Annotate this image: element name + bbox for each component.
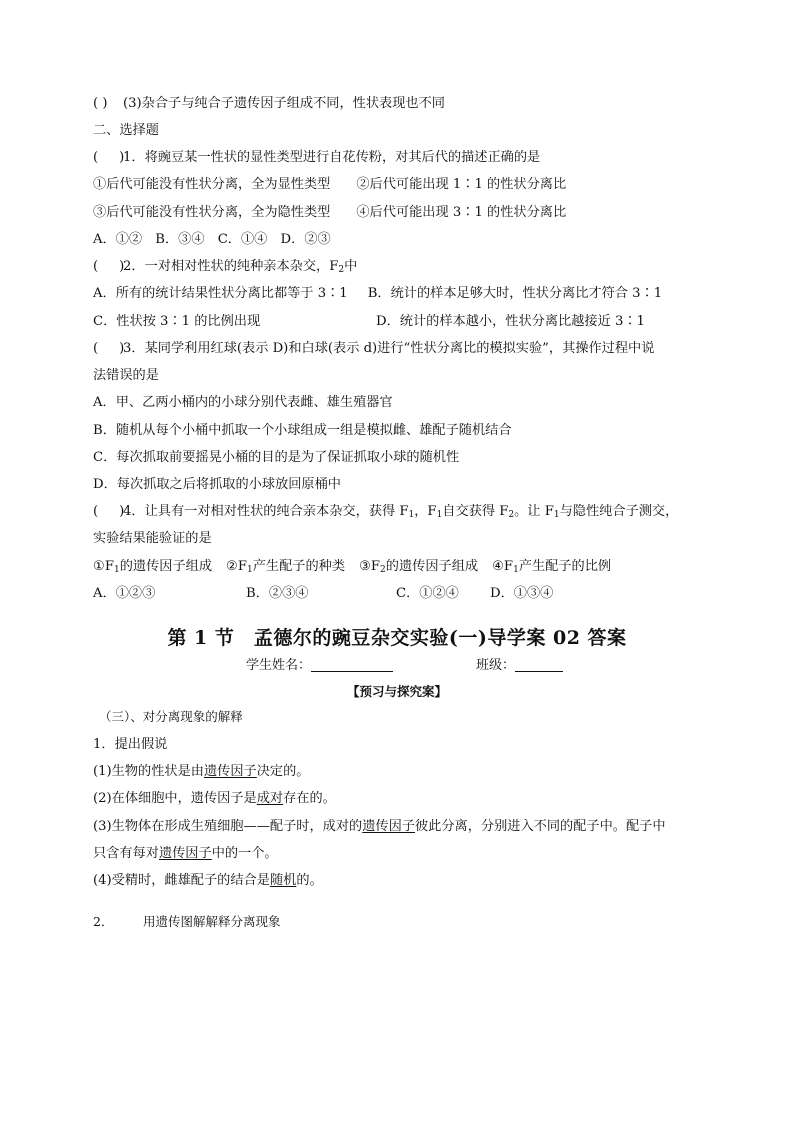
question-3-stem-cont: 法错误的是 bbox=[93, 368, 159, 383]
class-blank[interactable] bbox=[515, 657, 563, 672]
statement-4: ④后代可能出现 3∶1 的性状分离比 bbox=[356, 205, 567, 220]
answer-paren: ( ) bbox=[93, 150, 125, 165]
question-4-stem bbox=[93, 503, 678, 521]
question-4-stem-cont: 实验结果能验证的是 bbox=[93, 531, 212, 546]
answer-paren: ( ) bbox=[93, 341, 125, 356]
answer-underlined: 遗传因子 bbox=[158, 846, 212, 861]
question-4-statements bbox=[93, 558, 611, 576]
answer-paren: ( ) bbox=[93, 259, 125, 274]
question-3-option-b: B．随机从每个小桶中抓取一个小球组成一组是模拟雌、雄配子随机结合 bbox=[93, 423, 512, 438]
item-number: 2． bbox=[93, 914, 114, 929]
question-3-option-c: C．每次抓取前要摇晃小桶的目的是为了保证抓取小球的随机性 bbox=[93, 450, 460, 465]
statement-3: $③F_2$的遗传因子组成 bbox=[359, 559, 479, 575]
option-c: C．①②④ bbox=[396, 586, 459, 601]
hypothesis-4: (4)受精时，雌雄配子的结合是随机的。 bbox=[93, 873, 323, 888]
answer-paren: ( ) bbox=[93, 96, 108, 111]
question-text: ，F bbox=[414, 504, 437, 519]
subscript: 1 bbox=[553, 510, 560, 520]
question-4-options bbox=[93, 585, 553, 603]
question-2-options-row2 bbox=[93, 313, 645, 331]
question-text: 与隐性纯合子测交， bbox=[559, 504, 679, 519]
class-label: 班级： bbox=[476, 658, 516, 673]
answer-paren: ( ) bbox=[93, 504, 125, 519]
option-c: C．性状按 3∶1 的比例出现 bbox=[93, 314, 261, 329]
question-1-stem bbox=[93, 149, 540, 167]
statement-2: $②F_1$产生配子的种类 bbox=[226, 559, 346, 575]
hypothesis-3: (3)生物体在形成生殖细胞——配子时，成对的遗传因子彼此分离，分别进入不同的配子中。配子中 bbox=[93, 819, 666, 834]
student-name-blank[interactable] bbox=[311, 657, 393, 672]
section-heading-choice: 二、选择题 bbox=[93, 123, 159, 138]
question-2-stem bbox=[93, 258, 357, 276]
answer-underlined: 遗传因子 bbox=[204, 764, 257, 779]
subscript: 2 bbox=[508, 510, 515, 520]
subscript: 1 bbox=[436, 510, 443, 520]
question-3-option-d: D．每次抓取之后将抓取的小球放回原桶中 bbox=[93, 477, 341, 492]
hypothesis-1: (1)生物的性状是由遗传因子决定的。 bbox=[93, 764, 310, 779]
question-1-options: A．①② B．③④ C．①④ D．②③ bbox=[93, 232, 331, 247]
judgement-text: (3)杂合子与纯合子遗传因子组成不同，性状表现也不同 bbox=[123, 96, 445, 111]
class-field bbox=[476, 654, 563, 673]
question-text: 2．一对相对性状的纯种亲本杂交，F bbox=[123, 259, 339, 274]
question-3-stem bbox=[93, 340, 654, 358]
hypothesis-2: (2)在体细胞中，遗传因子是成对存在的。 bbox=[93, 791, 336, 806]
question-text: 1．将豌豆某一性状的显性类型进行自花传粉，对其后代的描述正确的是 bbox=[123, 150, 541, 165]
question-text: 。让 F bbox=[514, 504, 554, 519]
part-3-heading: （三）、对分离现象的解释 bbox=[99, 709, 243, 724]
question-text: 3．某同学利用红球(表示 D)和白球(表示 d)进行“性状分离比的模拟实验”，其操作过程中说 bbox=[123, 341, 655, 356]
statement-1: ①后代可能没有性状分离，全为显性类型 bbox=[93, 177, 331, 192]
student-name-label: 学生姓名： bbox=[246, 658, 312, 673]
option-d: D．①③④ bbox=[490, 586, 554, 601]
student-name-field bbox=[246, 654, 393, 673]
answer-underlined: 随机 bbox=[269, 873, 297, 888]
answer-title: 第 1 节 孟德尔的豌豆杂交实验(一)导学案 02 答案 bbox=[167, 627, 627, 649]
question-2-options-row1 bbox=[93, 285, 662, 303]
option-a: A．所有的统计结果性状分离比都等于 3∶1 bbox=[93, 286, 348, 301]
item-2 bbox=[93, 913, 281, 931]
section-label: 【预习与探究案】 bbox=[346, 684, 447, 699]
question-3-option-a: A．甲、乙两小桶内的小球分别代表雌、雄生殖器官 bbox=[93, 395, 393, 410]
hypothesis-heading: 1．提出假说 bbox=[93, 737, 168, 752]
subscript: 1 bbox=[408, 510, 415, 520]
question-text: 4．让具有一对相对性状的纯合亲本杂交，获得 F bbox=[123, 504, 409, 519]
statement-2: ②后代可能出现 1∶1 的性状分离比 bbox=[356, 177, 567, 192]
statement-3: ③后代可能没有性状分离，全为隐性类型 bbox=[93, 205, 331, 220]
judgement-item-3 bbox=[93, 95, 445, 113]
subscript: 2 bbox=[338, 265, 345, 275]
question-text-end: 中 bbox=[344, 259, 358, 274]
question-text: 自交获得 F bbox=[442, 504, 509, 519]
answer-underlined: 遗传因子 bbox=[362, 819, 415, 834]
question-1-statements-row2 bbox=[93, 204, 566, 222]
item-text: 用遗传图解解释分离现象 bbox=[143, 914, 281, 929]
statement-4: $④F_1$产生配子的比例 bbox=[492, 559, 612, 575]
question-1-statements-row1 bbox=[93, 176, 566, 194]
option-a: A．①②③ bbox=[93, 586, 156, 601]
statement-1: $①F_1$的遗传因子组成 bbox=[93, 559, 213, 575]
option-b: B．统计的样本足够大时，性状分离比才符合 3∶1 bbox=[367, 286, 663, 301]
hypothesis-3-cont: 只含有每对遗传因子中的一个。 bbox=[93, 846, 278, 861]
option-b: B．②③④ bbox=[246, 586, 309, 601]
answer-underlined: 成对 bbox=[256, 791, 284, 806]
option-d: D．统计的样本越小，性状分离比越接近 3∶1 bbox=[376, 314, 645, 329]
